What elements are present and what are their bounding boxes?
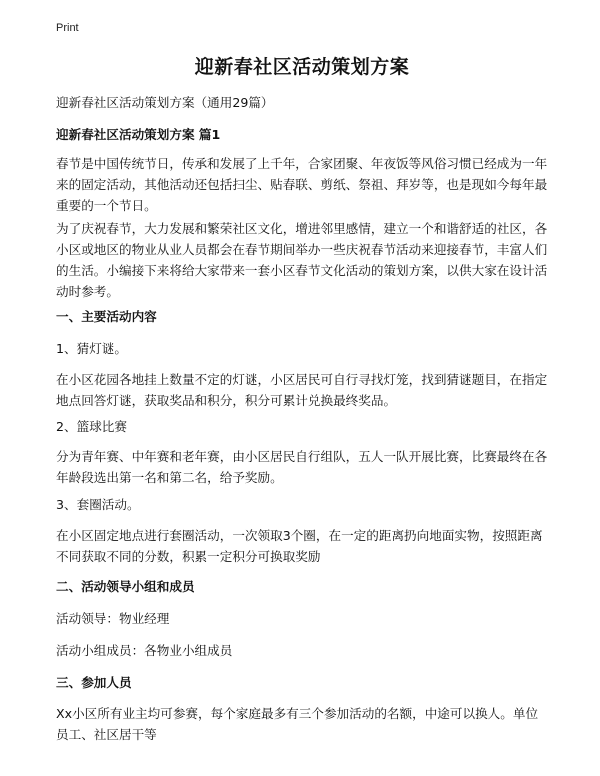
document-title: 迎新春社区活动策划方案 bbox=[194, 56, 410, 78]
section-heading: 迎新春社区活动策划方案 篇1 bbox=[56, 127, 221, 142]
leader-line: 活动领导：物业经理 bbox=[56, 611, 170, 626]
activity1-title: 1、猜灯谜。 bbox=[56, 341, 127, 356]
intro-paragraph-2: 为了庆祝春节，大力发展和繁荣社区文化，增进邻里感情，建立一个和谐舒适的社区，各小区或地区的物业从业人员都会在春节期间举办一些庆祝春节活动来迎接春节，丰富人们的生活。小编接下来将给大家带来一套小区春节文化活动的策划方案，以供大家在设计活动时参考。 bbox=[56, 221, 548, 299]
activity1-text: 在小区花园各地挂上数量不定的灯谜，小区居民可自行寻找灯笼，找到猜谜题目，在指定地点回答灯谜，获取奖品和积分，积分可累计兑换最终奖品。 bbox=[56, 372, 548, 408]
document-subtitle: 迎新春社区活动策划方案（通用29篇） bbox=[56, 95, 274, 110]
members-line: 活动小组成员：各物业小组成员 bbox=[56, 643, 233, 658]
activity3-title: 3、套圈活动。 bbox=[56, 497, 140, 512]
activity3-text: 在小区固定地点进行套圈活动，一次领取3个圈，在一定的距离扔向地面实物，按照距离不同获取不同的分数，积累一定积分可换取奖励 bbox=[56, 528, 543, 564]
print-link[interactable]: Print bbox=[56, 22, 79, 34]
part1-heading: 一、主要活动内容 bbox=[56, 309, 157, 324]
part3-heading: 三、参加人员 bbox=[56, 675, 132, 690]
activity2-title: 2、篮球比赛 bbox=[56, 419, 127, 434]
activity2-text: 分为青年赛、中年赛和老年赛，由小区居民自行组队，五人一队开展比赛，比赛最终在各年龄段选出第一名和第二名，给予奖励。 bbox=[56, 449, 548, 485]
intro-paragraph-1: 春节是中国传统节日，传承和发展了上千年，合家团聚、年夜饭等风俗习惯已经成为一年来的固定活动，其他活动还包括扫尘、贴春联、剪纸、祭祖、拜岁等，也是现如今每年最重要的一个节日。 bbox=[56, 156, 548, 213]
part2-heading: 二、活动领导小组和成员 bbox=[56, 579, 195, 594]
participants-text: Xx小区所有业主均可参赛，每个家庭最多有三个参加活动的名额，中途可以换人。单位员工、社区居干等 bbox=[56, 706, 539, 742]
